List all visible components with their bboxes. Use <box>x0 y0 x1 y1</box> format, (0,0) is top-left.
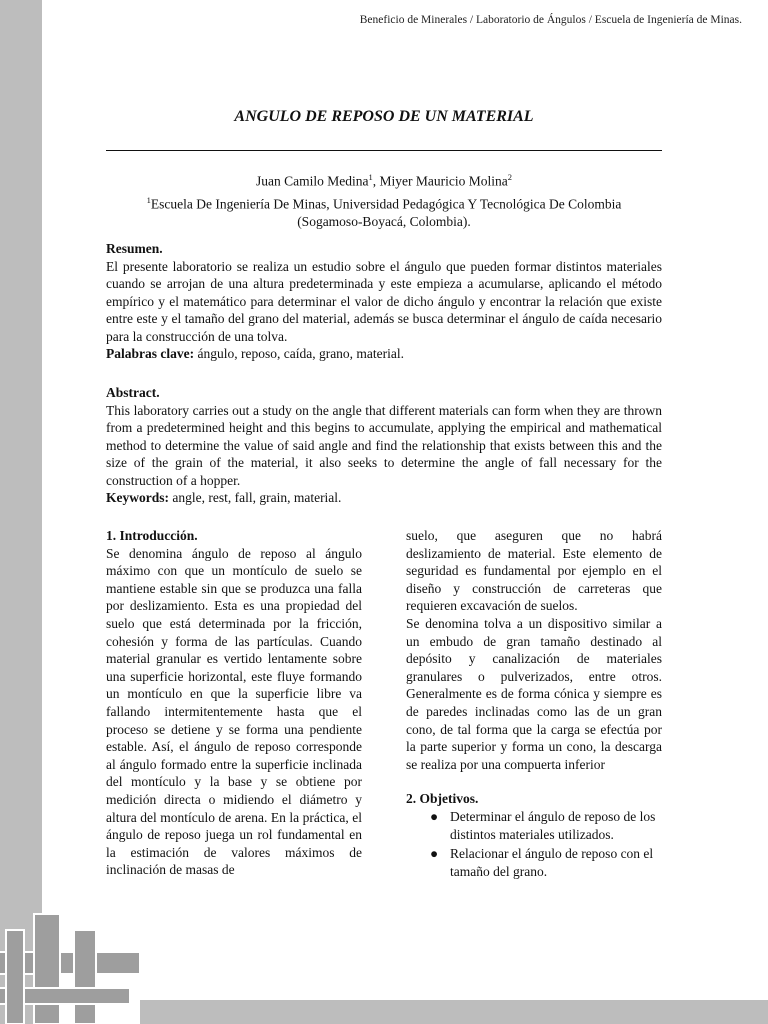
abstract-heading: Abstract. <box>106 385 160 400</box>
objetivos-heading: 2. Objetivos. <box>406 791 479 807</box>
corner-cross-graphic <box>0 900 140 1024</box>
running-header: Beneficio de Minerales / Laboratorio de Ángulos / Escuela de Ingeniería de Minas. <box>359 14 742 26</box>
abstract-keywords: Keywords: angle, rest, fall, grain, material. <box>106 490 342 505</box>
author-2: Miyer Mauricio Molina <box>379 173 508 189</box>
intro-heading: 1. Introducción. <box>106 528 198 543</box>
paper-title: ANGULO DE REPOSO DE UN MATERIAL <box>234 108 534 125</box>
left-column <box>106 527 362 879</box>
author-line: Juan Camilo Medina$^1$, Miyer Mauricio Molina$^2$ <box>256 172 512 189</box>
abstract-text: This laboratory carries out a study on the angle that different materials can form when they are thrown from a predetermined height and this begins to accumulate, applying the empirical and mathematical method to determine the value of said angle and find the relationship that exists between this and the size of the grain of the material, it also seeks to determine the angle of fall necessary for the construction of a hopper. <box>106 402 662 488</box>
left-decorative-band <box>0 0 42 1024</box>
title-divider <box>106 150 662 151</box>
list-item: ● Determinar el ángulo de reposo de los distintos materiales utilizados. <box>430 808 656 842</box>
affiliation: $^1$Escuela De Ingeniería De Minas, Universidad Pedagógica Y Tecnológica De Colombia (Sogamoso-Boyacá, Colombia). <box>146 194 622 229</box>
abstract-section <box>106 384 662 507</box>
resumen-text: El presente laboratorio se realiza un estudio sobre el ángulo que pueden formar distintos materiales cuando se arrojan de una altura predeterminada y este empieza a acumularse, aplicando el método empírico y el matemático para determinar el valor de dicho ángulo y encontrar la relación que existe entre este y el tamaño del grano del material, además se busca determinar el ángulo de caída necesario para la construcción de una tolva. <box>106 258 662 344</box>
right-column <box>406 527 662 882</box>
resumen-section <box>106 240 662 363</box>
resumen-heading: Resumen. <box>106 241 163 256</box>
tolva-paragraph: Se denomina tolva a un dispositivo similar a un embudo de gran tamaño destinado al depósito y canalización de materiales granulares o pulverizados, entre otros. Generalmente es de forma cónica y siempre es de paredes inclinadas como las de un gran cono, de tal forma que la carga se efectúa por la parte superior y forma un cono, la descarga se realiza por una compuerta inferior <box>406 615 662 772</box>
bullet-icon: ● <box>430 846 439 862</box>
author-1: Juan Camilo Medina <box>256 173 369 189</box>
objetivos-list <box>406 808 662 880</box>
resumen-keywords: Palabras clave: ángulo, reposo, caída, grano, material. <box>106 346 405 361</box>
intro-continued: suelo, que aseguren que no habrá deslizamiento de material. Este elemento de seguridad es fundamental por ejemplo en el diseño y construcción de carreteras que requieren excavación de suelos. <box>406 528 662 614</box>
bullet-icon: ● <box>430 808 439 824</box>
authors-block <box>106 168 662 231</box>
intro-text: Se denomina ángulo de reposo al ángulo máximo con que un montículo de suelo se mantiene estable sin que se produzca una falla por deslizamiento. Esta es una propiedad del suelo que está determinada por la fricción, cohesión y forma de las partículas. Cuando material granular es vertido lentamente sobre una superficie horizontal, este fluye formando un montículo en que la superficie libre va fallando intermitentemente hasta que el proceso se detiene y se forma una pendiente estable. Así, el ángulo de reposo corresponde al ángulo formado entre la superficie inclinada del montículo y la base y se obtiene por medición directa o midiendo el diámetro y altura del montículo de arena. En la práctica, el ángulo de reposo juega un rol fundamental en la estimación de valores máximos de inclinación de masas de <box>106 545 362 878</box>
list-item: ● Relacionar el ángulo de reposo con el tamaño del grano. <box>430 846 654 879</box>
